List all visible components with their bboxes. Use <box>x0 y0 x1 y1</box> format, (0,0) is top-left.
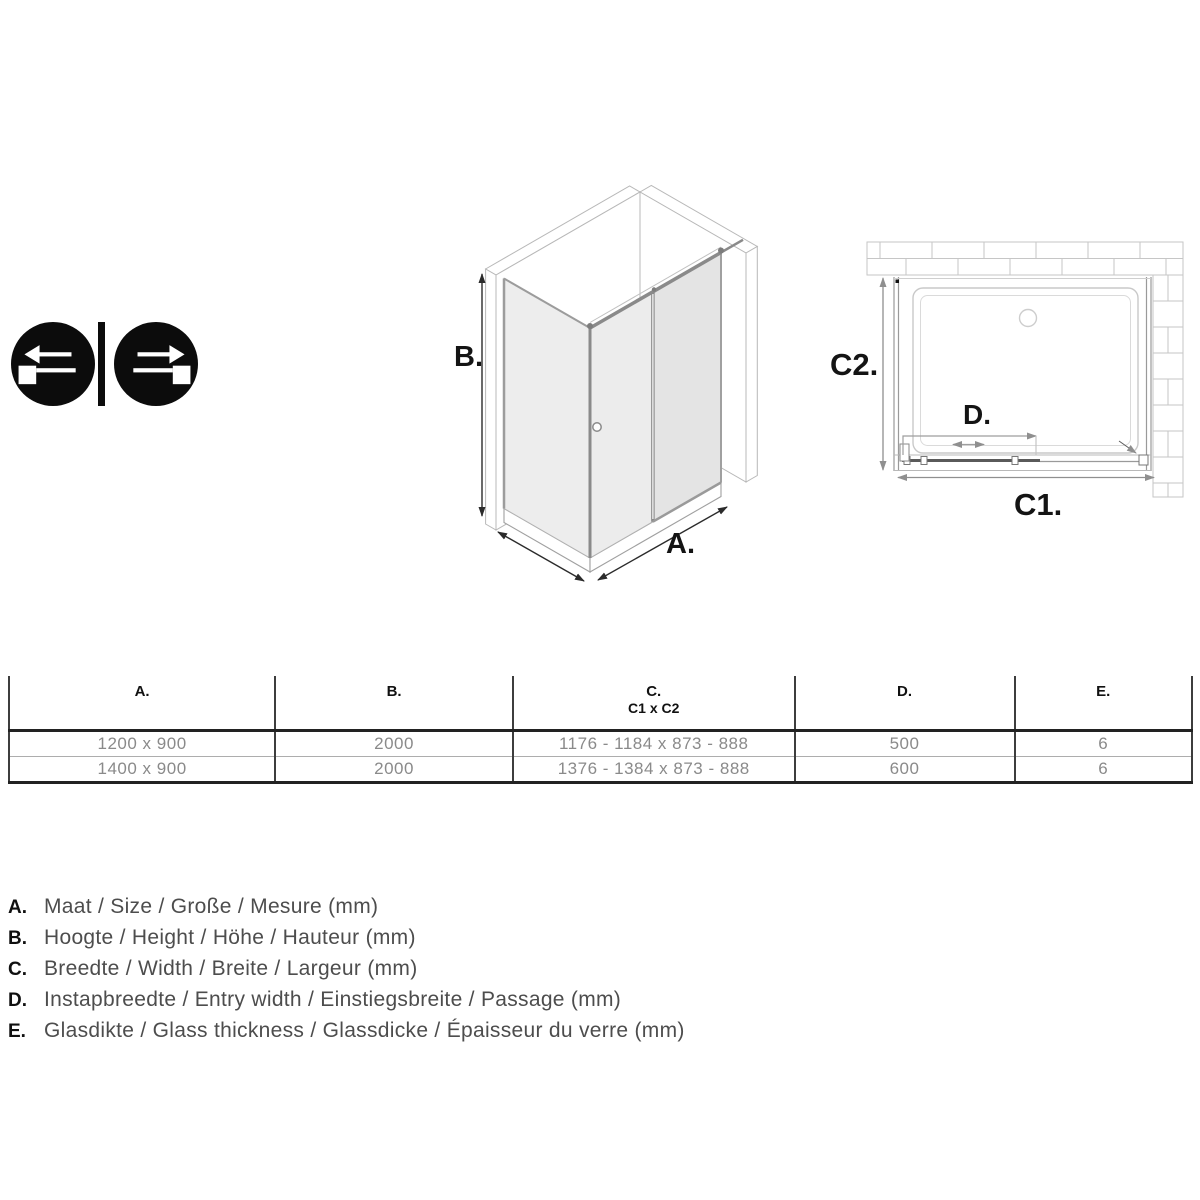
legend-text: Maat / Size / Große / Mesure (mm) <box>44 895 379 918</box>
tray-inner-outline <box>921 296 1131 446</box>
door-slide-right-icon <box>114 322 198 406</box>
cell-width-range: 1376 - 1384 x 873 - 888 <box>513 757 795 783</box>
cell-entry-width: 600 <box>795 757 1015 783</box>
col-header-b: B. <box>275 676 513 731</box>
cell-glass-thickness: 6 <box>1015 731 1192 757</box>
cell-entry-width: 500 <box>795 731 1015 757</box>
legend-text: Glasdikte / Glass thickness / Glassdicke / Épaisseur du verre (mm) <box>44 1019 685 1042</box>
bracket-pointer-arrow <box>1119 441 1136 453</box>
table-row <box>9 757 1192 783</box>
roller-block <box>921 457 927 465</box>
label-c1: C1. <box>1014 487 1063 522</box>
legend-item-d <box>8 984 685 1015</box>
cell-size: 1200 x 900 <box>9 731 275 757</box>
col-header-a: A. <box>9 676 275 731</box>
slide-direction-icons <box>8 318 208 410</box>
label-d: D. <box>963 399 991 430</box>
enclosure-frame <box>894 277 1151 471</box>
legend-item-e <box>8 1015 685 1046</box>
roller-block <box>1012 457 1018 465</box>
legend-text: Instapbreedte / Entry width / Einstiegsbreite / Passage (mm) <box>44 988 622 1011</box>
legend-item-b <box>8 922 685 953</box>
legend-item-c <box>8 953 685 984</box>
cell-height: 2000 <box>275 731 513 757</box>
cell-height: 2000 <box>275 757 513 783</box>
legend-key: A. <box>8 897 27 918</box>
brick-wall-right <box>1153 275 1183 497</box>
col-header-c: C. C1 x C2 <box>513 676 795 731</box>
dimension-legend <box>8 891 685 1046</box>
table-row <box>9 731 1192 757</box>
wall-bracket-plan <box>1139 455 1148 465</box>
legend-key: B. <box>8 928 27 949</box>
fixed-front-panel <box>653 253 721 522</box>
wall-profile-plan <box>900 444 909 461</box>
legend-item-a <box>8 891 685 922</box>
label-b: B. <box>454 341 483 373</box>
corner-fixing-dot <box>896 280 900 284</box>
brick-wall-top <box>867 242 1183 275</box>
rail-cap-right <box>718 248 724 254</box>
table-header-row <box>9 676 1192 731</box>
isometric-shower-diagram <box>440 178 790 598</box>
rail-cap-left <box>587 323 593 329</box>
door-knob <box>593 423 601 431</box>
roller <box>652 287 656 291</box>
tray-outline <box>913 288 1138 453</box>
cell-width-range: 1176 - 1184 x 873 - 888 <box>513 731 795 757</box>
legend-key: C. <box>8 959 27 980</box>
icon-divider <box>98 322 105 406</box>
cell-size: 1400 x 900 <box>9 757 275 783</box>
legend-key: D. <box>8 990 27 1011</box>
col-header-e: E. <box>1015 676 1192 731</box>
door-slide-left-icon <box>11 322 95 406</box>
legend-text: Breedte / Width / Breite / Largeur (mm) <box>44 957 418 980</box>
slide-icons-svg <box>8 318 208 410</box>
size-table <box>8 676 1193 784</box>
label-c2: C2. <box>830 347 879 382</box>
drain-circle <box>1020 310 1037 327</box>
col-header-d: D. <box>795 676 1015 731</box>
label-a: A. <box>666 528 695 560</box>
cell-glass-thickness: 6 <box>1015 757 1192 783</box>
legend-key: E. <box>8 1021 26 1042</box>
plan-view-diagram <box>820 228 1200 528</box>
legend-text: Hoogte / Height / Höhe / Hauteur (mm) <box>44 926 416 949</box>
